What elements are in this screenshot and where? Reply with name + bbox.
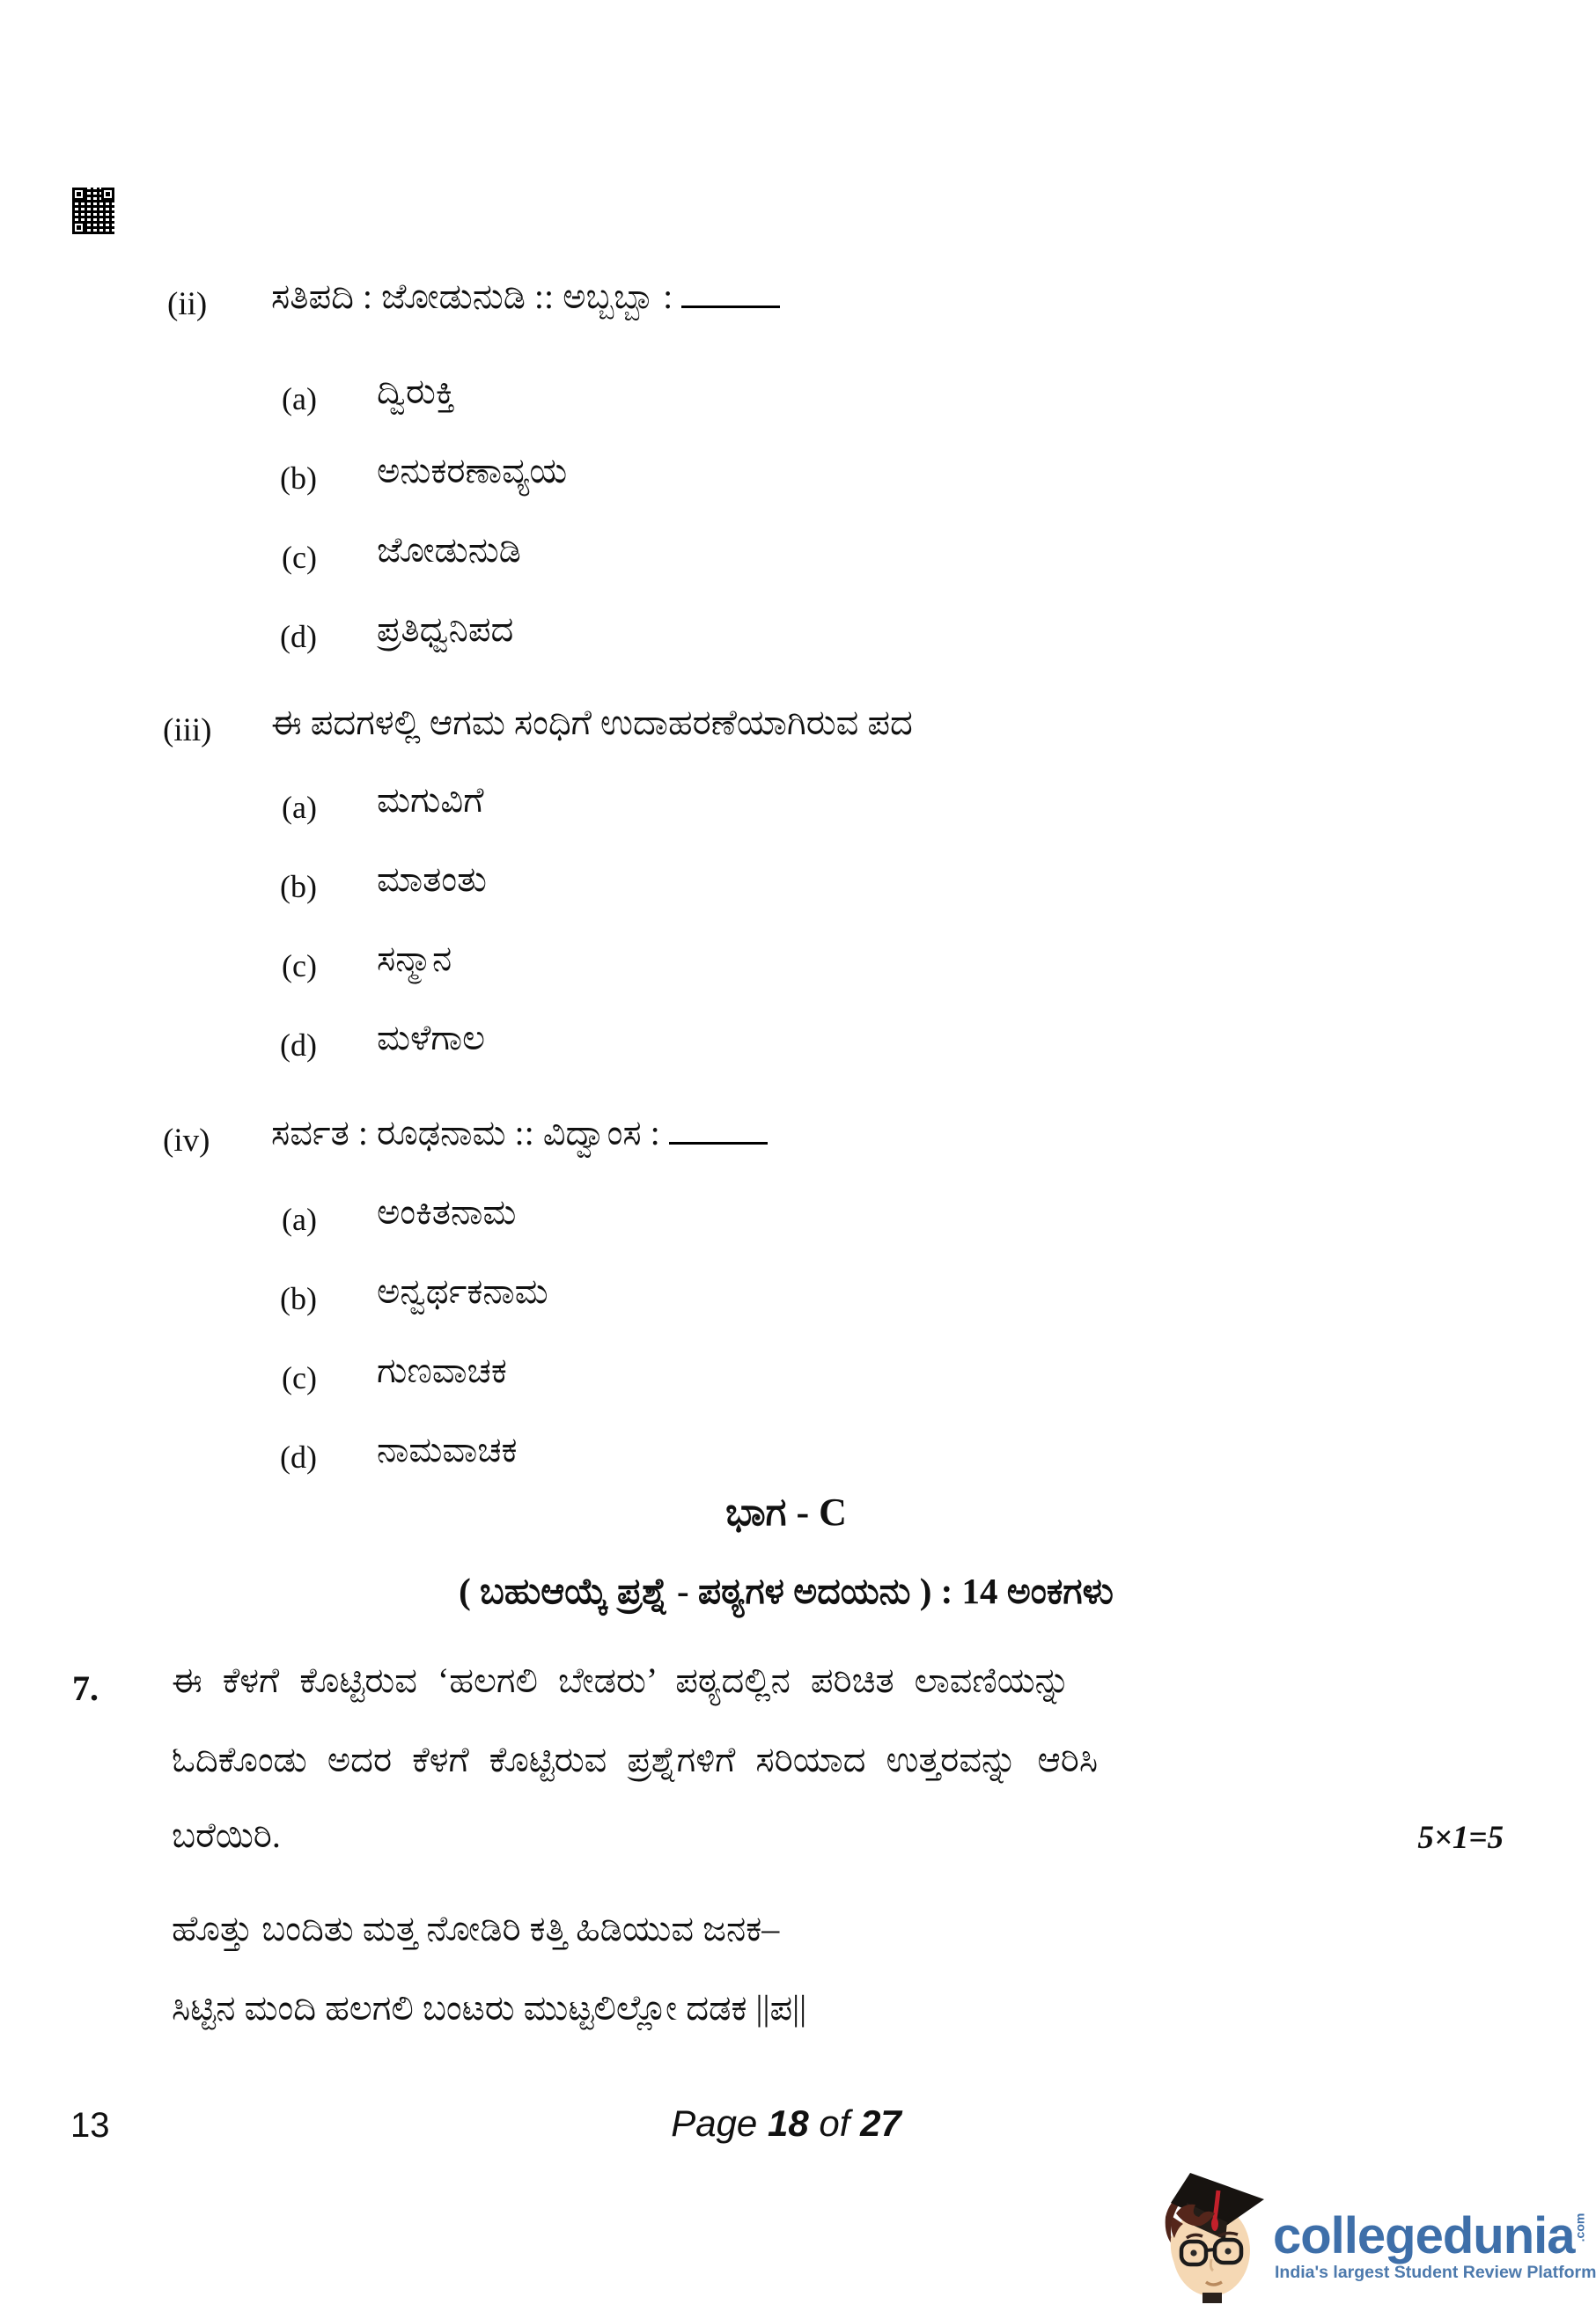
option-text: ನಾಮವಾಚಕ bbox=[377, 1430, 518, 1469]
option-label: (b) bbox=[280, 460, 317, 496]
option-label: (d) bbox=[280, 619, 317, 654]
verse-line: ಸಿಟ್ಟಿನ ಮಂದಿ ಹಲಗಲಿ ಬಂಟರು ಮುಟ್ಟಲಿಲ್ಲೋ ದಡಕ ||ಪ|| bbox=[172, 1988, 807, 2028]
option-label: (b) bbox=[280, 1281, 317, 1316]
section-title: ಭಾಗ - C bbox=[725, 1491, 847, 1534]
option-text: ಗುಣವಾಚಕ bbox=[377, 1351, 507, 1390]
verse-line: ಹೊತ್ತು ಬಂದಿತು ಮತ್ತ ನೋಡಿರಿ ಕತ್ತಿ ಹಿಡಿಯುವ ಜನಕ– bbox=[172, 1909, 780, 1948]
page-of-label: of bbox=[819, 2102, 850, 2144]
answer-blank bbox=[669, 1112, 768, 1145]
qr-finder-icon bbox=[72, 221, 85, 234]
question-text bbox=[271, 1111, 768, 1155]
option-label: (a) bbox=[282, 381, 317, 416]
question-number: 7. bbox=[72, 1668, 99, 1708]
option-text: ಪ್ರತಿಧ್ವನಿಪದ bbox=[377, 609, 514, 649]
page-current: 18 bbox=[767, 2102, 809, 2144]
question-number: (iv) bbox=[163, 1123, 210, 1159]
question-number: (iii) bbox=[163, 712, 212, 748]
question-line: ಈ ಕೆಳಗೆ ಕೊಟ್ಟಿರುವ ‘ಹಲಗಲಿ ಬೇಡರು’ ಪಠ್ಯದಲ್ಲಿನ ಪರಿಚಿತ ಲಾವಣಿಯನ್ನು bbox=[172, 1660, 1070, 1700]
brand-tagline: India's largest Student Review Platform bbox=[1275, 2263, 1596, 2282]
option-text: ಅನ್ವರ್ಥಕನಾಮ bbox=[377, 1271, 548, 1311]
marks-label: 5×1=5 bbox=[1417, 1820, 1504, 1856]
page-label: Page bbox=[671, 2102, 758, 2144]
option-text: ಜೋಡುನುಡಿ bbox=[377, 530, 521, 570]
option-label: (d) bbox=[280, 1439, 317, 1475]
question-line: ಓದಿಕೊಂಡು ಅದರ ಕೆಳಗೆ ಕೊಟ್ಟಿರುವ ಪ್ರಶ್ನೆಗಳಿಗೆ ಸರಿಯಾದ ಉತ್ತರವನ್ನು ಆರಿಸಿ bbox=[172, 1740, 1099, 1779]
qr-finder-icon bbox=[101, 188, 114, 201]
option-label: (a) bbox=[282, 790, 317, 825]
question-text: ಈ ಪದಗಳಲ್ಲಿ ಆಗಮ ಸಂಧಿಗೆ ಉದಾಹರಣೆಯಾಗಿರುವ ಪದ bbox=[271, 703, 913, 742]
option-text: ಸನ್ಮಾನ bbox=[377, 939, 452, 978]
option-label: (c) bbox=[282, 948, 317, 983]
page-indicator bbox=[0, 2102, 1572, 2145]
qr-finder-icon bbox=[72, 188, 85, 201]
question-text-content: ಸತಿಪದಿ : ಜೋಡುನುಡಿ :: ಅಬ್ಬಬ್ಬಾ : bbox=[271, 276, 673, 316]
section-subtitle: ( ಬಹುಆಯ್ಕೆ ಪ್ರಶ್ನೆ - ಪಠ್ಯಗಳ ಅದಯನು ) : 14 ಅಂಕಗಳು bbox=[459, 1571, 1114, 1611]
option-label: (d) bbox=[280, 1027, 317, 1063]
option-text: ಅಂಕಿತನಾಮ bbox=[377, 1192, 517, 1232]
option-text: ದ್ವಿರುಕ್ತಿ bbox=[377, 372, 455, 411]
option-label: (b) bbox=[280, 869, 317, 904]
option-text: ಮಳೆಗಾಲ bbox=[377, 1018, 486, 1057]
page-total: 27 bbox=[860, 2102, 901, 2144]
answer-blank bbox=[681, 276, 780, 308]
option-text: ಮಗುವಿಗೆ bbox=[377, 780, 484, 820]
brand-name: collegedunia bbox=[1273, 2207, 1575, 2264]
option-label: (c) bbox=[282, 1360, 317, 1395]
option-label: (c) bbox=[282, 540, 317, 575]
question-text-content: ಸರ್ವತ : ರೂಢನಾಮ :: ವಿದ್ವಾಂಸ : bbox=[271, 1113, 660, 1152]
option-text: ಮಾತಂತು bbox=[377, 859, 487, 899]
collegedunia-logo bbox=[1160, 2164, 1596, 2303]
option-label: (a) bbox=[282, 1202, 317, 1237]
mascot-icon bbox=[1160, 2164, 1276, 2303]
qr-code bbox=[72, 188, 114, 234]
question-number: (ii) bbox=[167, 286, 208, 322]
question-text bbox=[271, 275, 780, 319]
brand-tld: .com bbox=[1572, 2213, 1587, 2242]
option-text: ಅನುಕರಣಾವ್ಯಯ bbox=[377, 451, 568, 490]
question-line: ಬರೆಯಿರಿ. bbox=[172, 1815, 281, 1855]
page-number-left: 13 bbox=[70, 2106, 110, 2145]
